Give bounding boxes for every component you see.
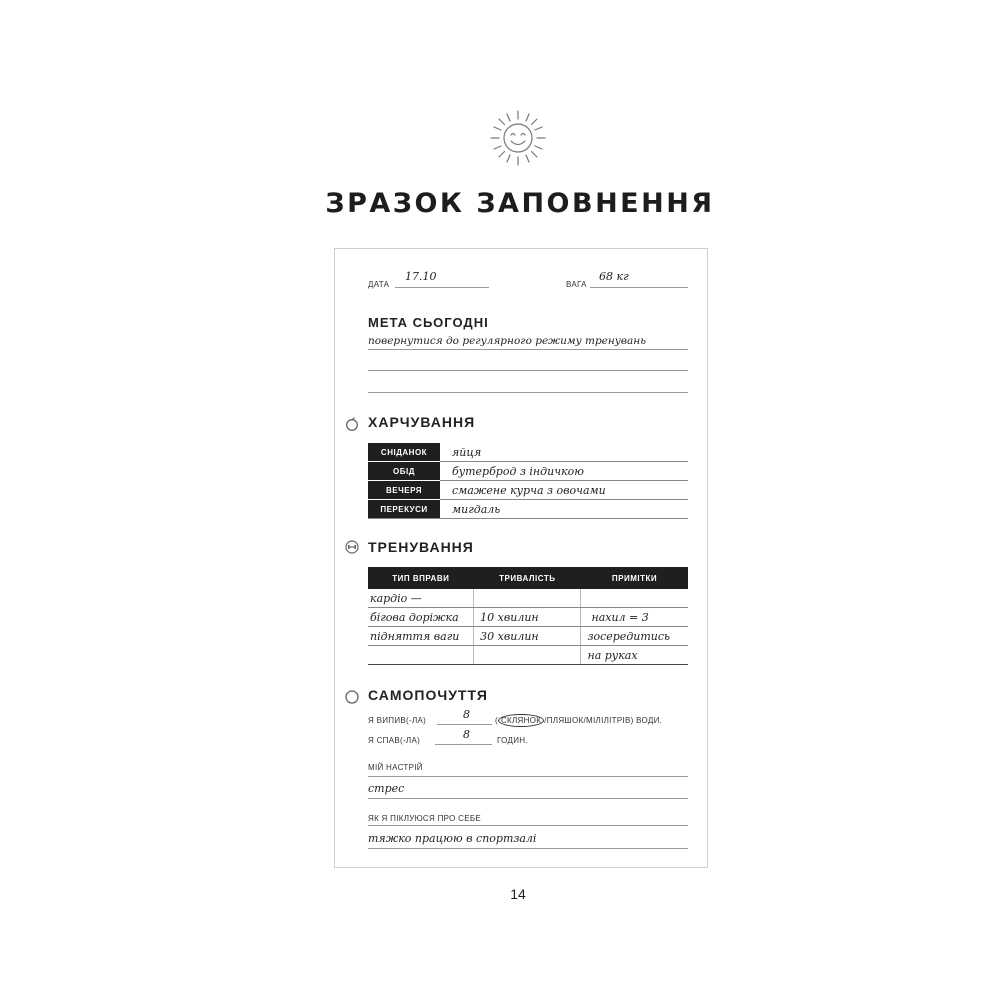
table-row (368, 608, 688, 627)
smiley-icon (345, 690, 359, 704)
nutrition-heading: ХАРЧУВАННЯ (368, 414, 476, 430)
goal-heading: МЕТА СЬОГОДНІ (368, 315, 489, 330)
table-row (368, 589, 688, 608)
table-cell: 10 хвилин (474, 608, 581, 627)
drank-value: 8 (463, 708, 470, 721)
selfcare-value: тяжко працюю в спортзалі (368, 832, 537, 845)
drank-label: Я ВИПИВ(-ЛА) (368, 716, 427, 725)
nutrition-table (368, 443, 688, 519)
table-cell: підняття ваги (368, 627, 474, 646)
apple-icon (345, 417, 359, 431)
training-table (368, 567, 688, 665)
table-header-row (368, 567, 688, 589)
meal-value: мигдаль (440, 500, 688, 519)
table-row (368, 627, 688, 646)
table-row (368, 481, 688, 500)
goal-value: повернутися до регулярного режиму тренувань (368, 335, 646, 347)
meal-label: ПЕРЕКУСИ (368, 500, 440, 519)
circled-units: СКЛЯНОК (498, 714, 544, 727)
table-cell (368, 646, 474, 665)
slept-units: ГОДИН. (497, 736, 528, 745)
meal-label: СНІДАНОК (368, 443, 440, 462)
table-cell: нахил = 3 (581, 608, 688, 627)
table-cell (581, 589, 688, 608)
selfcare-label: ЯК Я ПІКЛУЮСЯ ПРО СЕБЕ (368, 814, 482, 823)
slept-label: Я СПАВ(-ЛА) (368, 736, 421, 745)
column-header: ПРИМІТКИ (581, 567, 688, 589)
table-cell: на руках (581, 646, 688, 665)
column-header: ТИП ВПРАВИ (368, 567, 474, 589)
slept-value: 8 (463, 728, 470, 741)
page-number: 14 (510, 886, 526, 902)
table-row (368, 646, 688, 665)
date-value: 17.10 (405, 270, 437, 283)
table-cell (474, 589, 581, 608)
table-cell: бігова доріжка (368, 608, 474, 627)
table-row (368, 443, 688, 462)
drank-units: ( СКЛЯНОК /ПЛЯШОК/МІЛІЛІТРІВ) ВОДИ. (495, 716, 663, 725)
smiling-sun-icon (488, 108, 548, 168)
date-label: ДАТА (368, 280, 390, 289)
meal-value: бутерброд з індичкою (440, 462, 688, 481)
table-row (368, 462, 688, 481)
meal-label: ОБІД (368, 462, 440, 481)
column-header: ТРИВАЛІСТЬ (474, 567, 581, 589)
meal-value: яйця (440, 443, 688, 462)
training-heading: ТРЕНУВАННЯ (368, 539, 474, 555)
table-cell: зосередитись (581, 627, 688, 646)
sample-form-card (334, 248, 708, 868)
dumbbell-icon (345, 540, 359, 554)
mood-value: стрес (368, 782, 405, 795)
table-cell (474, 646, 581, 665)
weight-value: 68 кг (599, 270, 629, 283)
meal-value: смажене курча з овочами (440, 481, 688, 500)
table-row (368, 500, 688, 519)
weight-label: ВАГА (566, 280, 587, 289)
table-cell: кардіо — (368, 589, 474, 608)
mood-label: МІЙ НАСТРІЙ (368, 763, 423, 772)
page-title: ЗРАЗОК ЗАПОВНЕННЯ (325, 188, 715, 219)
wellbeing-heading: САМОПОЧУТТЯ (368, 687, 488, 703)
table-cell: 30 хвилин (474, 627, 581, 646)
meal-label: ВЕЧЕРЯ (368, 481, 440, 500)
